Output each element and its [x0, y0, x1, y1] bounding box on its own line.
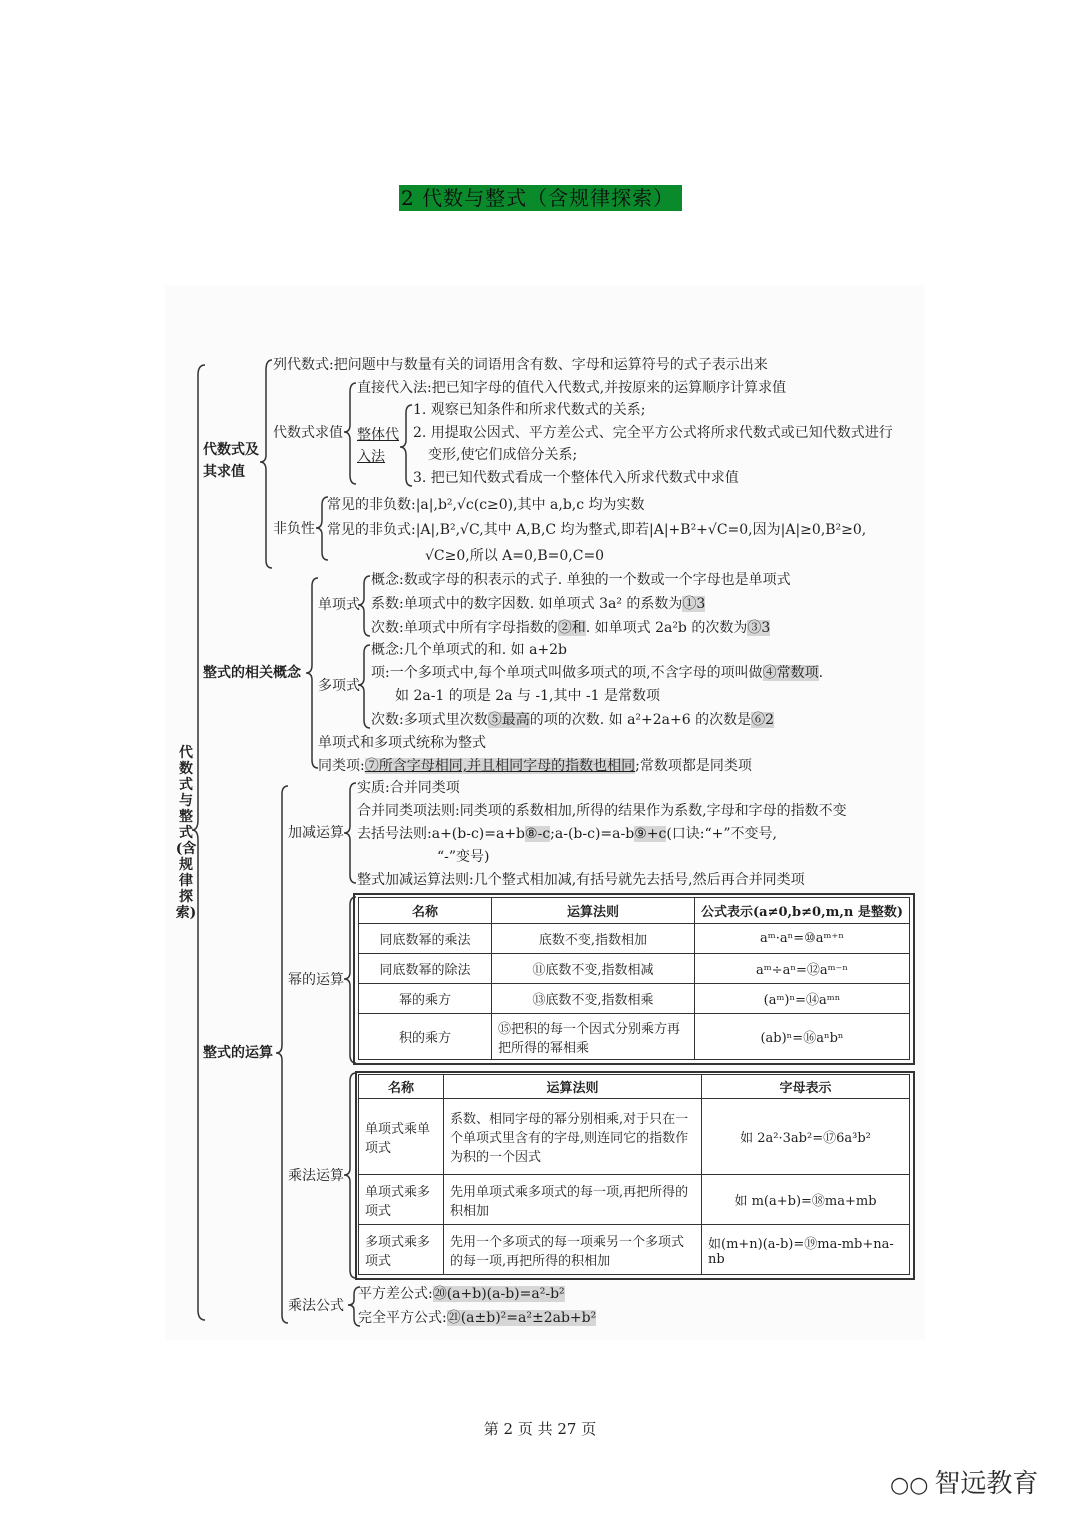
pingfangcha-formula: 平方差公式:⑳(a+b)(a-b)=a²-b² [358, 1286, 565, 1302]
cheng-cell: 系数、相同字母的幂分别相乘,对于只在一个单项式里含有的字母,则连同它的指数作为积的一个因式 [444, 1099, 702, 1175]
jiajian-bracket-rule: 去括号法则:a+(b-c)=a+b⑧-c;a-(b-c)=a-b⑨+c(口诀:“+”不变号, [357, 826, 777, 842]
answer-7: ⑦所含字母相同,并且相同字母的指数也相同 [364, 758, 636, 774]
dan-label: 单项式 [318, 597, 360, 613]
page-footer: 第 2 页 共 27 页 [483, 1420, 597, 1438]
mi-cell: (ab)ⁿ=⑯aⁿbⁿ [695, 1014, 910, 1060]
cheng-cell: 单项式乘多项式 [359, 1175, 444, 1225]
watermark: ○○ 智远教育 [890, 1469, 1039, 1499]
answer-21: ㉑(a±b)²=a²±2ab+b² [446, 1310, 597, 1326]
jiajian-overall-rule: 整式加减运算法则:几个整式相加减,有括号就先去括号,然后再合并同类项 [357, 872, 805, 888]
mi-cell: aᵐ·aⁿ=⑩aᵐ⁺ⁿ [695, 924, 910, 954]
section1-label-line2: 其求值 [203, 464, 245, 480]
dan-concept: 概念:数或字母的积表示的式子. 单独的一个数或一个字母也是单项式 [371, 572, 791, 588]
answer-5: ⑤最高 [487, 712, 530, 728]
duo-label: 多项式 [318, 678, 360, 694]
cheng-cell: 如(m+n)(a-b)=⑲ma-mb+na-nb [702, 1225, 910, 1275]
duo-degree: 次数:多项式里次数⑤最高的项的次数. 如 a²+2a+6 的次数是⑥2 [371, 712, 775, 728]
gongshi-label: 乘法公式 [288, 1298, 344, 1314]
mi-cell: 同底数幂的除法 [359, 954, 492, 984]
answer-9: ⑨+c [634, 826, 667, 842]
answer-8: ⑧-c [525, 826, 551, 842]
mi-header-name: 名称 [359, 898, 492, 924]
answer-1: ①3 [682, 596, 706, 612]
table-row [359, 984, 910, 1014]
mi-cell: 幂的乘方 [359, 984, 492, 1014]
duo-concept: 概念:几个单项式的和. 如 a+2b [371, 642, 568, 658]
table-row [359, 1225, 910, 1275]
jiajian-label: 加减运算 [288, 825, 344, 841]
zhengti-step2b: 变形,使它们成倍分关系; [428, 447, 578, 463]
dan-coefficient: 系数:单项式中的数字因数. 如单项式 3a² 的系数为①3 [371, 596, 706, 612]
answer-6: ⑥2 [751, 712, 775, 728]
table-row [359, 954, 910, 984]
zhengti-label-line2: 入法 [357, 449, 385, 465]
zhengti-step3: 3. 把已知代数式看成一个整体代入所求代数式中求值 [413, 470, 739, 486]
fufu-conclusion: √C≥0,所以 A=0,B=0,C=0 [425, 548, 605, 564]
mi-cell: 底数不变,指数相加 [492, 924, 695, 954]
duo-example: 如 2a-1 的项是 2a 与 -1,其中 -1 是常数项 [395, 688, 661, 704]
lie-daishushi: 列代数式:把问题中与数量有关的词语用含有数、字母和运算符号的式子表示出来 [273, 357, 768, 373]
mi-cell: aᵐ÷aⁿ=⑫aᵐ⁻ⁿ [695, 954, 910, 984]
mi-cell: ⑬底数不变,指数相乘 [492, 984, 695, 1014]
table-row [359, 924, 910, 954]
cheng-label: 乘法运算 [288, 1168, 344, 1184]
wanquanpingfang-formula: 完全平方公式:㉑(a±b)²=a²±2ab+b² [358, 1310, 597, 1326]
fufu-numbers: 常见的非负数:|a|,b²,√c(c≥0),其中 a,b,c 均为实数 [327, 497, 645, 513]
page-title: 2 代数与整式（含规律探索） [399, 185, 682, 211]
cheng-table-header [359, 1075, 910, 1099]
cheng-cell: 单项式乘单项式 [359, 1099, 444, 1175]
zhengti-label-line1: 整体代 [357, 427, 399, 443]
zhijie-dairu: 直接代入法:把已知字母的值代入代数式,并按原来的运算顺序计算求值 [357, 380, 787, 396]
qiuzhi-label: 代数式求值 [273, 425, 343, 441]
duo-term: 项:一个多项式中,每个单项式叫做多项式的项,不含字母的项叫做④常数项. [371, 665, 824, 681]
mi-label: 幂的运算 [288, 972, 344, 988]
tongleixiang: 同类项:⑦所含字母相同,并且相同字母的指数也相同;常数项都是同类项 [318, 758, 752, 774]
zhengti-step2: 2. 用提取公因式、平方差公式、完全平方公式将所求代数式或已知代数式进行 [413, 425, 893, 441]
cheng-cell: 先用单项式乘多项式的每一项,再把所得的积相加 [444, 1175, 702, 1225]
table-row [359, 1099, 910, 1175]
cheng-cell: 如 m(a+b)=⑱ma+mb [702, 1175, 910, 1225]
cheng-table [358, 1074, 910, 1275]
answer-3: ③3 [747, 620, 771, 636]
answer-20: ⑳(a+b)(a-b)=a²-b² [432, 1286, 565, 1302]
cheng-cell: 如 2a²·3ab²=⑰6a³b² [702, 1099, 910, 1175]
cheng-header-letters: 字母表示 [702, 1075, 910, 1099]
side-title: 代数式与整式(含规律探索) [175, 745, 197, 921]
answer-4: ④常数项 [762, 665, 819, 681]
zhengti-step1: 1. 观察已知条件和所求代数式的关系; [413, 402, 646, 418]
mi-cell: ⑪底数不变,指数相减 [492, 954, 695, 984]
table-row [359, 1014, 910, 1060]
section2-label: 整式的相关概念 [203, 665, 301, 681]
jiajian-bracket-rule-cont: “-”变号) [437, 849, 490, 865]
dan-degree: 次数:单项式中所有字母指数的②和. 如单项式 2a²b 的次数为③3 [371, 620, 771, 636]
table-row [359, 1175, 910, 1225]
mi-header-rule: 运算法则 [492, 898, 695, 924]
fufu-label: 非负性 [273, 521, 315, 537]
jiajian-merge-rule: 合并同类项法则:同类项的系数相加,所得的结果作为系数,字母和字母的指数不变 [357, 803, 847, 819]
mi-cell: 同底数幂的乘法 [359, 924, 492, 954]
mi-table-header [359, 898, 910, 924]
mi-cell: (aᵐ)ⁿ=⑭aᵐⁿ [695, 984, 910, 1014]
cheng-cell: 多项式乘多项式 [359, 1225, 444, 1275]
cheng-header-rule: 运算法则 [444, 1075, 702, 1099]
cheng-header-name: 名称 [359, 1075, 444, 1099]
cheng-cell: 先用一个多项式的每一项乘另一个多项式的每一项,再把所得的积相加 [444, 1225, 702, 1275]
section3-label: 整式的运算 [203, 1045, 273, 1061]
zhengshi-def: 单项式和多项式统称为整式 [318, 735, 486, 751]
mi-cell: 积的乘方 [359, 1014, 492, 1060]
wechat-icon: ○○ [890, 1473, 929, 1498]
mi-cell: ⑮把积的每一个因式分别乘方再把所得的幂相乘 [492, 1014, 695, 1060]
mi-table [358, 897, 910, 1060]
mi-header-formula: 公式表示(a≠0,b≠0,m,n 是整数) [695, 898, 910, 924]
answer-2: ②和 [557, 620, 586, 636]
section1-label-line1: 代数式及 [203, 442, 259, 458]
jiajian-essence: 实质:合并同类项 [357, 780, 460, 796]
fufu-expressions: 常见的非负式:|A|,B²,√C,其中 A,B,C 均为整式,即若|A|+B²+√C=0,因为|A|≥0,B²≥0, [327, 522, 867, 538]
